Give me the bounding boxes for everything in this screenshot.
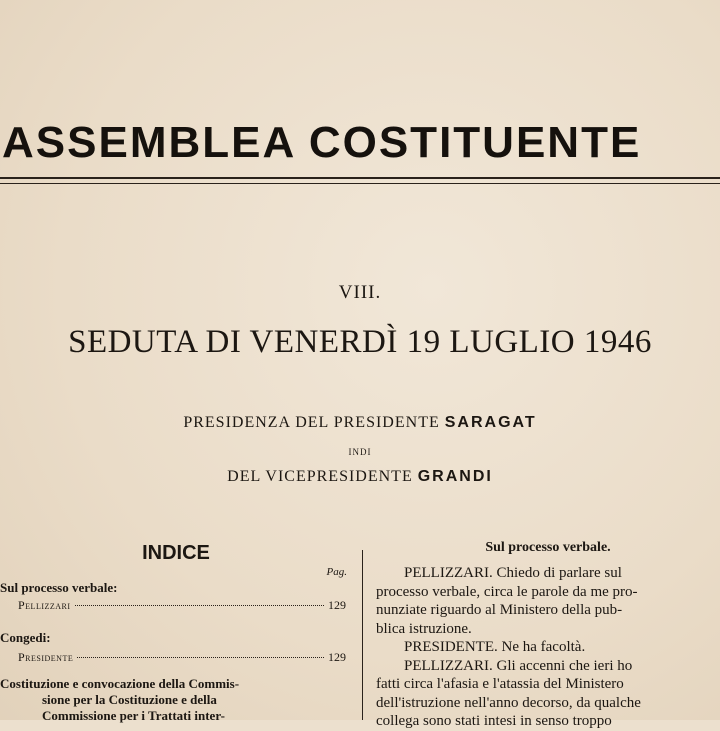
index-heading-line: sione per la Costituzione e della	[42, 692, 217, 707]
index-entry-page: 129	[328, 650, 346, 664]
masthead-rule-thin	[0, 183, 720, 184]
presidency-prefix: PRESIDENZA DEL PRESIDENTE	[183, 414, 440, 431]
index-title: INDICE	[142, 542, 210, 564]
text-line: PELLIZZARI. Chiedo di parlare sul	[404, 565, 622, 581]
presidency-connector: INDI	[348, 447, 372, 457]
text-line: PELLIZZARI. Gli accenni che ieri ho	[404, 657, 633, 674]
index-heading: Sul processo verbale:	[0, 580, 118, 595]
index-heading-line: Commissione per i Trattati inter-	[42, 708, 225, 723]
leader-dots	[77, 657, 324, 658]
index-entry-name: Pellizzari	[18, 598, 71, 612]
page-column-label: Pag.	[326, 566, 347, 578]
index-entry-name: Presidente	[18, 650, 74, 664]
vice-presidency-prefix: DEL VICEPRESIDENTE	[227, 468, 413, 485]
session-title: SEDUTA DI VENERDÌ 19 LUGLIO 1946	[68, 324, 652, 360]
minutes-text	[376, 564, 720, 731]
text-line: PRESIDENTE. Ne ha facoltà.	[404, 639, 586, 655]
masthead-title: ASSEMBLEA COSTITUENTE	[2, 118, 642, 167]
index-heading-line: Costituzione e convocazione della Commis-	[0, 676, 240, 691]
text-line: blica istruzione.	[376, 620, 472, 637]
column-divider	[362, 550, 363, 720]
text-line: collega sono stati intesi in senso troppo	[376, 713, 612, 729]
index-entry-page: 129	[328, 598, 346, 612]
index-heading-multiline	[0, 676, 340, 724]
vice-president-name: GRANDI	[417, 468, 493, 485]
vice-presidency-line	[0, 468, 720, 486]
index-heading: Congedi:	[0, 630, 51, 645]
text-line: processo verbale, circa le parole da me pro-	[376, 583, 638, 600]
leader-dots	[75, 605, 324, 606]
masthead-rule-thick	[0, 177, 720, 179]
text-line: dell'istruzione nell'anno decorso, da qualche	[376, 694, 641, 711]
text-line: nunziate riguardo al Ministero della pub-	[376, 602, 623, 618]
index-entry[interactable]	[18, 598, 346, 613]
presidency-line	[0, 414, 720, 432]
session-number: VIII.	[338, 282, 382, 303]
text-line: fatti circa l'afasia e l'atassia del Ministero	[376, 676, 624, 692]
section-heading: Sul processo verbale.	[485, 540, 611, 555]
president-name: SARAGAT	[444, 414, 537, 431]
index-entry[interactable]	[18, 650, 346, 665]
